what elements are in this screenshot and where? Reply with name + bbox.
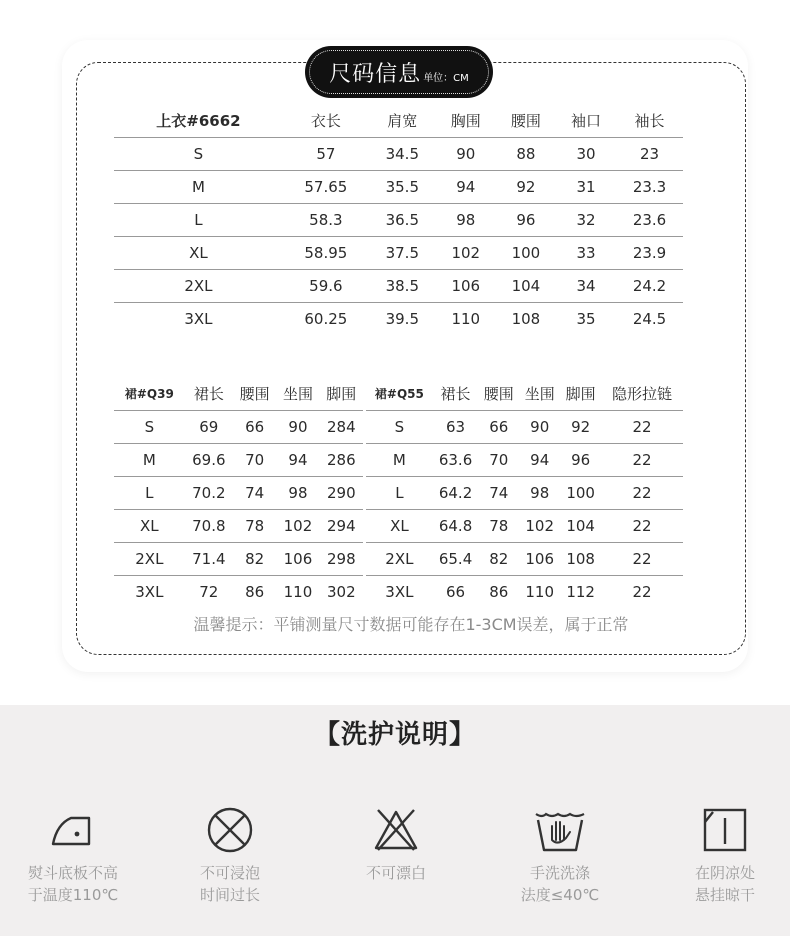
measurement-cell: 72 <box>185 575 233 608</box>
size-label-cell: S <box>114 137 283 170</box>
table-row <box>114 509 363 542</box>
measurement-cell: 78 <box>233 509 276 542</box>
measurement-cell: 96 <box>560 443 601 476</box>
measurement-cell: 112 <box>560 575 601 608</box>
measurement-cell: 92 <box>496 170 556 203</box>
column-header: 脚围 <box>326 384 357 403</box>
measurement-cell: 290 <box>320 476 363 509</box>
measurement-cell: 69.6 <box>185 443 233 476</box>
measurement-cell: 302 <box>320 575 363 608</box>
care-item-hand-wash <box>495 806 625 906</box>
no-soak-icon <box>206 806 254 854</box>
measurement-cell: 108 <box>560 542 601 575</box>
measurement-cell: 110 <box>519 575 560 608</box>
table-row <box>366 542 683 575</box>
measurement-cell: 98 <box>519 476 560 509</box>
measurement-cell: 35.5 <box>369 170 436 203</box>
measurement-cell: 24.2 <box>616 269 683 302</box>
care-label-line1: 不可漂白 <box>365 864 426 882</box>
column-header: 坐围 <box>524 384 555 403</box>
measurement-cell: 57 <box>283 137 369 170</box>
table-row <box>114 203 683 236</box>
measurement-cell: 70 <box>478 443 519 476</box>
measurement-cell: 88 <box>496 137 556 170</box>
table-row <box>366 575 683 608</box>
measurement-cell: 102 <box>519 509 560 542</box>
measurement-cell: 294 <box>320 509 363 542</box>
care-label-line2: 时间过长 <box>199 886 260 904</box>
measurement-cell: 82 <box>478 542 519 575</box>
measurement-cell: 106 <box>276 542 319 575</box>
care-label-line1: 在阴凉处 <box>694 864 755 882</box>
size-label-cell: L <box>366 476 433 509</box>
measurement-cell: 100 <box>496 236 556 269</box>
table-row <box>366 443 683 476</box>
column-header: 隐形拉链 <box>612 384 673 403</box>
measurement-cell: 102 <box>436 236 496 269</box>
column-header: 裙#Q55 <box>374 386 424 401</box>
measurement-cell: 63.6 <box>433 443 479 476</box>
table-row <box>114 236 683 269</box>
column-header: 腰围 <box>483 384 514 403</box>
measurement-cell: 298 <box>320 542 363 575</box>
measurement-cell: 66 <box>478 410 519 443</box>
measurement-cell: 60.25 <box>283 302 369 335</box>
measurement-cell: 94 <box>519 443 560 476</box>
table-row <box>114 410 363 443</box>
table-row <box>114 443 363 476</box>
measurement-cell: 35 <box>556 302 616 335</box>
column-header: 袖口 <box>570 111 601 130</box>
size-label-cell: S <box>366 410 433 443</box>
measurement-cell: 104 <box>560 509 601 542</box>
table-row <box>114 575 363 608</box>
table-row <box>114 269 683 302</box>
column-header: 腰围 <box>510 111 541 130</box>
measurement-cell: 70 <box>233 443 276 476</box>
measurement-cell: 37.5 <box>369 236 436 269</box>
size-label-cell: XL <box>114 236 283 269</box>
care-label-line2: 法度≤40℃ <box>520 886 600 904</box>
measurement-cell: 63 <box>433 410 479 443</box>
table-row <box>114 476 363 509</box>
measurement-cell: 98 <box>276 476 319 509</box>
column-header: 裙#Q39 <box>124 386 174 401</box>
table-row <box>114 170 683 203</box>
measurement-cell: 22 <box>601 410 683 443</box>
top-size-table <box>114 104 683 335</box>
measurement-note: 温馨提示：平铺测量尺寸数据可能存在1-3CM误差，属于正常 <box>193 615 629 634</box>
table-row <box>114 542 363 575</box>
measurement-cell: 22 <box>601 575 683 608</box>
skirt-q39-size-table <box>114 377 363 608</box>
size-label-cell: M <box>366 443 433 476</box>
size-label-cell: M <box>114 443 185 476</box>
care-item-line-dry <box>660 806 790 906</box>
measurement-cell: 23.6 <box>616 203 683 236</box>
table-row <box>366 410 683 443</box>
measurement-cell: 106 <box>436 269 496 302</box>
measurement-cell: 74 <box>478 476 519 509</box>
measurement-cell: 22 <box>601 509 683 542</box>
measurement-cell: 70.8 <box>185 509 233 542</box>
size-label-cell: XL <box>366 509 433 542</box>
column-header: 袖长 <box>634 111 665 130</box>
iron-icon <box>49 806 97 854</box>
measurement-cell: 71.4 <box>185 542 233 575</box>
measurement-cell: 65.4 <box>433 542 479 575</box>
measurement-cell: 86 <box>233 575 276 608</box>
measurement-cell: 96 <box>496 203 556 236</box>
column-header: 坐围 <box>282 384 313 403</box>
column-header: 胸围 <box>450 111 481 130</box>
measurement-cell: 106 <box>519 542 560 575</box>
care-title: 【洗护说明】 <box>313 720 476 750</box>
column-header: 衣长 <box>310 111 341 130</box>
measurement-cell: 110 <box>276 575 319 608</box>
skirt-q55-size-table <box>366 377 683 608</box>
size-label-cell: 3XL <box>114 575 185 608</box>
measurement-cell: 98 <box>436 203 496 236</box>
measurement-cell: 23 <box>616 137 683 170</box>
table-row <box>114 137 683 170</box>
measurement-cell: 82 <box>233 542 276 575</box>
measurement-cell: 284 <box>320 410 363 443</box>
measurement-cell: 74 <box>233 476 276 509</box>
measurement-cell: 64.8 <box>433 509 479 542</box>
measurement-cell: 58.3 <box>283 203 369 236</box>
measurement-cell: 22 <box>601 542 683 575</box>
table-row <box>114 302 683 335</box>
measurement-cell: 22 <box>601 476 683 509</box>
care-label-line1: 不可浸泡 <box>199 864 260 882</box>
measurement-cell: 39.5 <box>369 302 436 335</box>
measurement-cell: 33 <box>556 236 616 269</box>
column-header: 腰围 <box>239 384 270 403</box>
measurement-cell: 66 <box>233 410 276 443</box>
measurement-cell: 94 <box>276 443 319 476</box>
table-row <box>366 476 683 509</box>
measurement-cell: 94 <box>436 170 496 203</box>
column-header: 脚围 <box>565 384 596 403</box>
measurement-cell: 36.5 <box>369 203 436 236</box>
no-bleach-icon <box>372 806 420 854</box>
measurement-cell: 102 <box>276 509 319 542</box>
measurement-cell: 104 <box>496 269 556 302</box>
measurement-cell: 58.95 <box>283 236 369 269</box>
column-header: 上衣#6662 <box>156 111 241 130</box>
size-label-cell: 2XL <box>114 269 283 302</box>
measurement-cell: 110 <box>436 302 496 335</box>
measurement-cell: 100 <box>560 476 601 509</box>
measurement-cell: 70.2 <box>185 476 233 509</box>
size-label-cell: 2XL <box>114 542 185 575</box>
size-chart-title-badge <box>305 46 493 98</box>
measurement-cell: 108 <box>496 302 556 335</box>
line-dry-shade-icon <box>701 806 749 854</box>
care-item-iron <box>8 806 138 906</box>
measurement-cell: 66 <box>433 575 479 608</box>
measurement-cell: 32 <box>556 203 616 236</box>
measurement-cell: 90 <box>519 410 560 443</box>
size-label-cell: 3XL <box>114 302 283 335</box>
column-header: 肩宽 <box>387 111 418 130</box>
measurement-cell: 30 <box>556 137 616 170</box>
measurement-cell: 22 <box>601 443 683 476</box>
size-label-cell: S <box>114 410 185 443</box>
measurement-cell: 34 <box>556 269 616 302</box>
care-label-line2: 悬挂晾干 <box>694 886 755 904</box>
size-label-cell: 2XL <box>366 542 433 575</box>
measurement-cell: 286 <box>320 443 363 476</box>
measurement-cell: 31 <box>556 170 616 203</box>
table-row <box>366 509 683 542</box>
hand-wash-icon <box>534 806 586 854</box>
measurement-cell: 69 <box>185 410 233 443</box>
measurement-cell: 64.2 <box>433 476 479 509</box>
measurement-cell: 38.5 <box>369 269 436 302</box>
measurement-cell: 57.65 <box>283 170 369 203</box>
measurement-cell: 78 <box>478 509 519 542</box>
measurement-cell: 92 <box>560 410 601 443</box>
measurement-cell: 90 <box>436 137 496 170</box>
size-label-cell: L <box>114 476 185 509</box>
care-item-no-bleach <box>331 806 461 884</box>
size-label-cell: XL <box>114 509 185 542</box>
measurement-cell: 23.9 <box>616 236 683 269</box>
measurement-cell: 59.6 <box>283 269 369 302</box>
measurement-cell: 90 <box>276 410 319 443</box>
care-label-line2: 于温度110℃ <box>27 886 119 904</box>
measurement-cell: 34.5 <box>369 137 436 170</box>
size-label-cell: L <box>114 203 283 236</box>
size-label-cell: M <box>114 170 283 203</box>
care-item-no-soak <box>165 806 295 906</box>
care-label-line1: 熨斗底板不高 <box>27 864 118 882</box>
measurement-cell: 24.5 <box>616 302 683 335</box>
column-header: 裙长 <box>440 384 471 403</box>
size-label-cell: 3XL <box>366 575 433 608</box>
measurement-cell: 23.3 <box>616 170 683 203</box>
size-chart-unit: 单位：CM <box>423 73 469 84</box>
care-label-line1: 手洗洗涤 <box>529 864 590 882</box>
size-chart-title: 尺码信息 <box>329 61 422 87</box>
column-header: 裙长 <box>193 384 224 403</box>
measurement-cell: 86 <box>478 575 519 608</box>
